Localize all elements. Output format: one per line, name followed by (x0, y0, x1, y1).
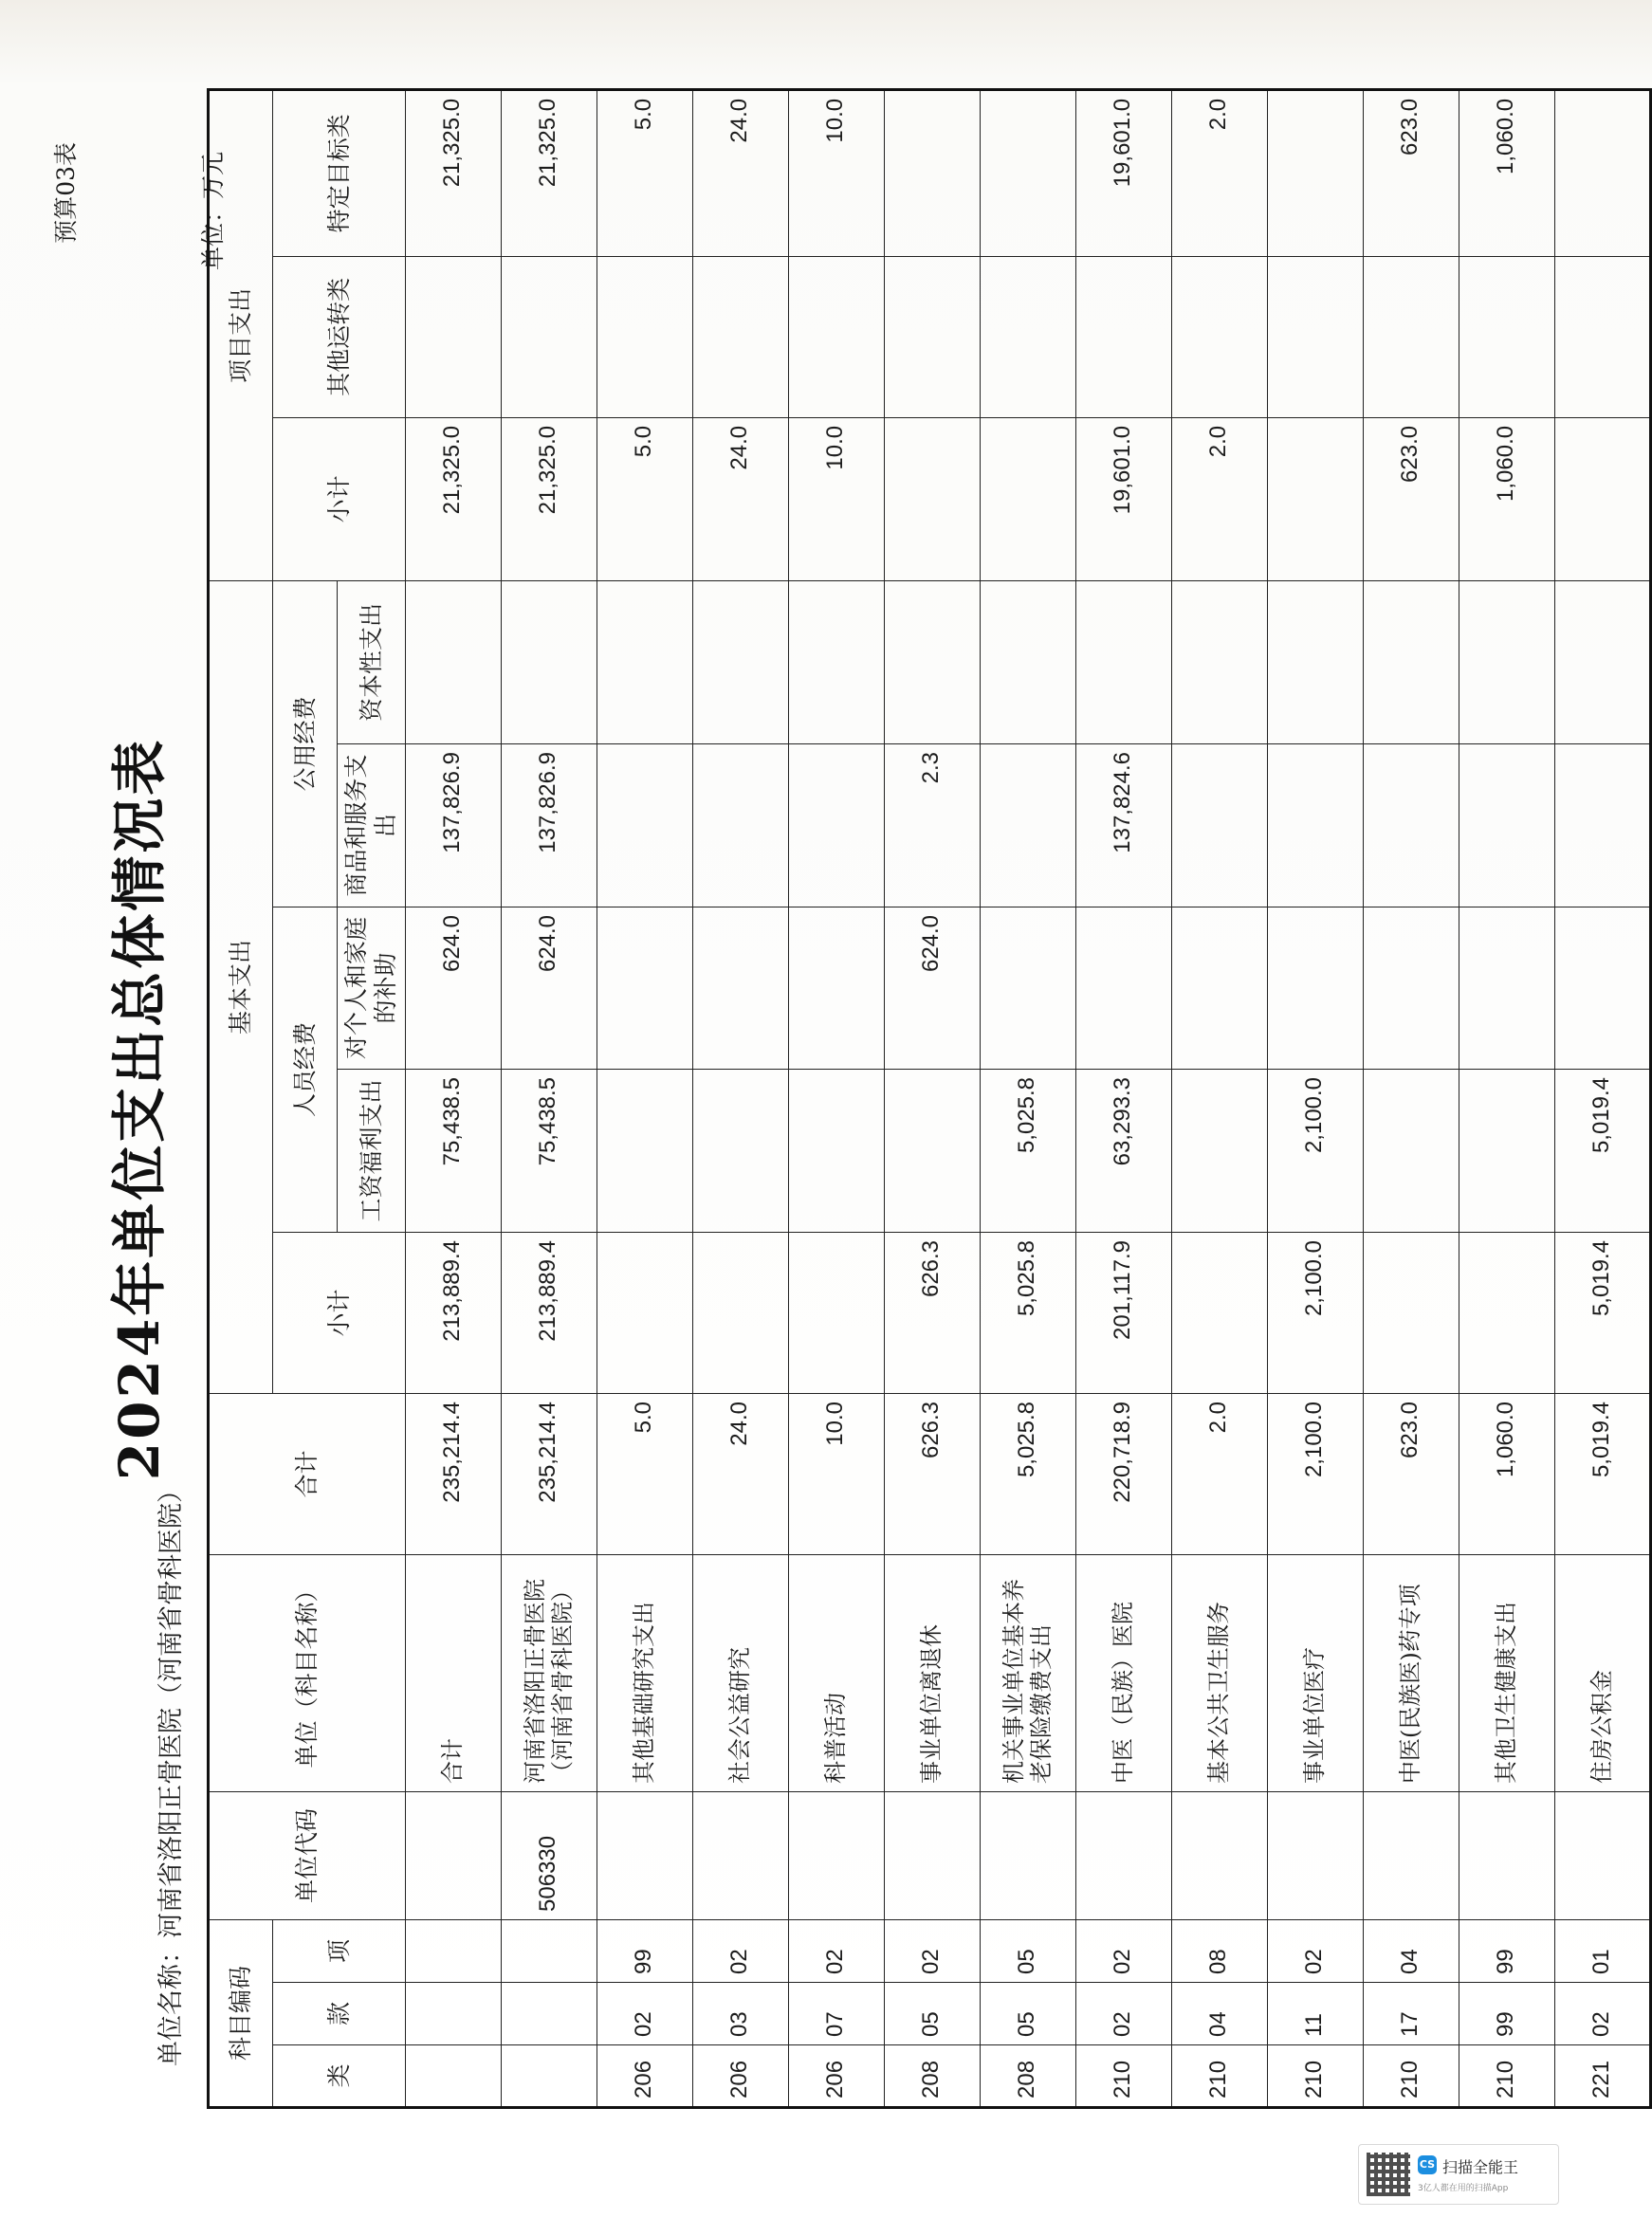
cell-kuan (501, 1983, 597, 2045)
cell-xiang: 02 (692, 1919, 788, 1982)
cell-kuan (405, 1983, 501, 2045)
cell-specific: 24.0 (692, 89, 788, 256)
cell-kuan: 17 (1363, 1983, 1459, 2045)
cell-kuan: 05 (884, 1983, 980, 2045)
cell-xiang: 02 (1267, 1919, 1363, 1982)
cell-basic-subtotal: 626.3 (884, 1232, 980, 1393)
cell-capital (405, 580, 501, 743)
cell-name: 河南省洛阳正骨医院（河南省骨科医院） (501, 1554, 597, 1791)
cell-total: 235,214.4 (405, 1393, 501, 1554)
cell-capital (788, 580, 884, 743)
cell-other-transfer (884, 256, 980, 417)
cell-name: 合计 (405, 1554, 501, 1791)
table-row (597, 89, 692, 2107)
cell-lei: 210 (1267, 2045, 1363, 2108)
table-row (501, 89, 597, 2107)
cell-unit-code (1554, 1791, 1650, 1919)
cell-total: 1,060.0 (1459, 1393, 1554, 1554)
cell-other-transfer (1267, 256, 1363, 417)
cell-xiang (501, 1919, 597, 1982)
cell-name: 事业单位医疗 (1267, 1554, 1363, 1791)
cell-xiang: 05 (980, 1919, 1075, 1982)
cell-specific: 10.0 (788, 89, 884, 256)
cell-basic-subtotal (1363, 1232, 1459, 1393)
cell-other-transfer (1554, 256, 1650, 417)
header-personal-subsidies: 对个人和家庭的补助 (338, 907, 406, 1069)
cell-total: 2,100.0 (1267, 1393, 1363, 1554)
cell-specific: 1,060.0 (1459, 89, 1554, 256)
cell-capital (1075, 580, 1171, 743)
cell-other-transfer (788, 256, 884, 417)
header-unit-name: 单位（科目名称） (209, 1554, 406, 1791)
unit-measure-label: 单位：万元 (199, 152, 227, 271)
cell-unit-code (692, 1791, 788, 1919)
cell-lei: 210 (1171, 2045, 1267, 2108)
table-row (1363, 89, 1459, 2107)
cell-name: 科普活动 (788, 1554, 884, 1791)
cell-basic-subtotal: 213,889.4 (501, 1232, 597, 1393)
cell-total: 623.0 (1363, 1393, 1459, 1554)
header-capital: 资本性支出 (338, 580, 406, 743)
table-row (788, 89, 884, 2107)
cell-goods (1267, 743, 1363, 907)
cell-total: 5,025.8 (980, 1393, 1075, 1554)
header-subject-code: 科目编码 (209, 1919, 273, 2107)
cell-wages (1459, 1069, 1554, 1232)
cell-xiang: 02 (788, 1919, 884, 1982)
camscanner-logo-icon: CS (1418, 2155, 1437, 2174)
cell-other-transfer (597, 256, 692, 417)
cell-goods (788, 743, 884, 907)
cell-capital (1554, 580, 1650, 743)
qr-code-icon (1367, 2153, 1410, 2196)
cell-subsidies (692, 907, 788, 1069)
cell-unit-code: 506330 (501, 1791, 597, 1919)
scanner-watermark (1358, 2144, 1559, 2205)
cell-lei: 210 (1075, 2045, 1171, 2108)
cell-specific: 21,325.0 (405, 89, 501, 256)
cell-basic-subtotal (597, 1232, 692, 1393)
table-row (1459, 89, 1554, 2107)
table-row (1554, 89, 1650, 2107)
cell-project-subtotal (1267, 417, 1363, 580)
cell-goods (1554, 743, 1650, 907)
scanner-tagline: 3亿人都在用的扫描App (1418, 2184, 1509, 2193)
cell-basic-subtotal: 201,117.9 (1075, 1232, 1171, 1393)
cell-xiang: 02 (884, 1919, 980, 1982)
scanner-app-name: 扫描全能王 (1442, 2158, 1519, 2176)
cell-xiang: 99 (597, 1919, 692, 1982)
header-personnel-funds: 人员经费 (273, 907, 338, 1232)
cell-specific: 5.0 (597, 89, 692, 256)
cell-project-subtotal: 2.0 (1171, 417, 1267, 580)
cell-xiang: 08 (1171, 1919, 1267, 1982)
cell-total: 5.0 (597, 1393, 692, 1554)
cell-total: 235,214.4 (501, 1393, 597, 1554)
cell-wages (1171, 1069, 1267, 1232)
header-unit-code: 单位代码 (209, 1791, 406, 1919)
cell-lei: 221 (1554, 2045, 1650, 2108)
cell-capital (1171, 580, 1267, 743)
header-xiang: 项 (273, 1919, 406, 1982)
cell-kuan: 03 (692, 1983, 788, 2045)
header-other-transfer: 其他运转类 (273, 256, 406, 417)
cell-total: 5,019.4 (1554, 1393, 1650, 1554)
cell-goods (1363, 743, 1459, 907)
table-row (884, 89, 980, 2107)
cell-specific (1554, 89, 1650, 256)
cell-name: 机关事业单位基本养老保险缴费支出 (980, 1554, 1075, 1791)
cell-subsidies (597, 907, 692, 1069)
cell-wages: 2,100.0 (1267, 1069, 1363, 1232)
cell-project-subtotal: 1,060.0 (1459, 417, 1554, 580)
cell-name: 基本公共卫生服务 (1171, 1554, 1267, 1791)
cell-total: 2.0 (1171, 1393, 1267, 1554)
header-project-expenditure: 项目支出 (209, 89, 273, 580)
cell-lei: 210 (1363, 2045, 1459, 2108)
cell-subsidies (1363, 907, 1459, 1069)
cell-name: 其他卫生健康支出 (1459, 1554, 1554, 1791)
cell-subsidies (1554, 907, 1650, 1069)
cell-wages (597, 1069, 692, 1232)
cell-unit-code (405, 1791, 501, 1919)
cell-capital (980, 580, 1075, 743)
table-row (405, 89, 501, 2107)
cell-project-subtotal: 623.0 (1363, 417, 1459, 580)
cell-project-subtotal (980, 417, 1075, 580)
cell-goods (1459, 743, 1554, 907)
cell-lei: 206 (788, 2045, 884, 2108)
cell-goods (597, 743, 692, 907)
cell-wages: 75,438.5 (405, 1069, 501, 1232)
cell-wages (692, 1069, 788, 1232)
cell-unit-code (884, 1791, 980, 1919)
table-row (1075, 89, 1171, 2107)
cell-project-subtotal (1554, 417, 1650, 580)
cell-xiang (405, 1919, 501, 1982)
cell-subsidies: 624.0 (501, 907, 597, 1069)
cell-wages: 5,019.4 (1554, 1069, 1650, 1232)
cell-lei: 206 (597, 2045, 692, 2108)
cell-other-transfer (692, 256, 788, 417)
cell-kuan: 02 (597, 1983, 692, 2045)
cell-goods: 2.3 (884, 743, 980, 907)
cell-goods (1171, 743, 1267, 907)
cell-kuan: 02 (1554, 1983, 1650, 2045)
cell-name: 中医(民族医)药专项 (1363, 1554, 1459, 1791)
cell-other-transfer (1171, 256, 1267, 417)
cell-basic-subtotal (1459, 1232, 1554, 1393)
cell-capital (1363, 580, 1459, 743)
cell-subsidies (1075, 907, 1171, 1069)
cell-unit-code (1459, 1791, 1554, 1919)
cell-specific: 21,325.0 (501, 89, 597, 256)
cell-basic-subtotal (788, 1232, 884, 1393)
cell-project-subtotal: 5.0 (597, 417, 692, 580)
cell-goods (692, 743, 788, 907)
cell-total: 626.3 (884, 1393, 980, 1554)
cell-xiang: 99 (1459, 1919, 1554, 1982)
cell-lei (501, 2045, 597, 2108)
cell-kuan: 04 (1171, 1983, 1267, 2045)
cell-unit-code (1267, 1791, 1363, 1919)
cell-subsidies (1267, 907, 1363, 1069)
table-row (692, 89, 788, 2107)
cell-total: 220,718.9 (1075, 1393, 1171, 1554)
cell-capital (1459, 580, 1554, 743)
cell-goods (980, 743, 1075, 907)
cell-other-transfer (1075, 256, 1171, 417)
cell-goods: 137,826.9 (501, 743, 597, 907)
cell-subsidies (980, 907, 1075, 1069)
cell-xiang: 01 (1554, 1919, 1650, 1982)
cell-wages (884, 1069, 980, 1232)
cell-subsidies: 624.0 (884, 907, 980, 1069)
header-basic-subtotal: 小计 (273, 1232, 406, 1393)
cell-lei: 210 (1459, 2045, 1554, 2108)
header-project-subtotal: 小计 (273, 417, 406, 580)
cell-unit-code (1171, 1791, 1267, 1919)
cell-project-subtotal: 21,325.0 (405, 417, 501, 580)
cell-project-subtotal: 19,601.0 (1075, 417, 1171, 580)
cell-goods: 137,826.9 (405, 743, 501, 907)
table-row (1267, 89, 1363, 2107)
cell-capital (1267, 580, 1363, 743)
table-row (980, 89, 1075, 2107)
cell-xiang: 04 (1363, 1919, 1459, 1982)
cell-capital (501, 580, 597, 743)
header-lei: 类 (273, 2045, 406, 2108)
cell-name: 其他基础研究支出 (597, 1554, 692, 1791)
header-kuan: 款 (273, 1983, 406, 2045)
cell-basic-subtotal: 2,100.0 (1267, 1232, 1363, 1393)
cell-project-subtotal (884, 417, 980, 580)
cell-subsidies (1459, 907, 1554, 1069)
cell-capital (692, 580, 788, 743)
cell-other-transfer (405, 256, 501, 417)
cell-specific (980, 89, 1075, 256)
page-title: 2024年单位支出总体情况表 (107, 737, 172, 1481)
cell-lei: 206 (692, 2045, 788, 2108)
cell-specific (884, 89, 980, 256)
cell-capital (597, 580, 692, 743)
header-basic-expenditure: 基本支出 (209, 580, 273, 1393)
cell-basic-subtotal: 5,025.8 (980, 1232, 1075, 1393)
cell-subsidies (1171, 907, 1267, 1069)
cell-kuan: 07 (788, 1983, 884, 2045)
cell-subsidies (788, 907, 884, 1069)
cell-specific: 623.0 (1363, 89, 1459, 256)
cell-kuan: 11 (1267, 1983, 1363, 2045)
cell-unit-code (1363, 1791, 1459, 1919)
cell-name: 住房公积金 (1554, 1554, 1650, 1791)
cell-capital (884, 580, 980, 743)
cell-basic-subtotal (692, 1232, 788, 1393)
cell-project-subtotal: 21,325.0 (501, 417, 597, 580)
cell-other-transfer (1363, 256, 1459, 417)
cell-xiang: 02 (1075, 1919, 1171, 1982)
cell-subsidies: 624.0 (405, 907, 501, 1069)
cell-project-subtotal: 10.0 (788, 417, 884, 580)
table-body (405, 89, 1650, 2107)
header-goods-services: 商品和服务支出 (338, 743, 406, 907)
cell-unit-code (597, 1791, 692, 1919)
cell-unit-code (788, 1791, 884, 1919)
cell-lei: 208 (884, 2045, 980, 2108)
cell-total: 10.0 (788, 1393, 884, 1554)
header-wages-welfare: 工资福利支出 (338, 1069, 406, 1232)
header-public-funds: 公用经费 (273, 580, 338, 907)
cell-name: 社会公益研究 (692, 1554, 788, 1791)
cell-basic-subtotal (1171, 1232, 1267, 1393)
cell-lei: 208 (980, 2045, 1075, 2108)
cell-other-transfer (980, 256, 1075, 417)
cell-kuan: 99 (1459, 1983, 1554, 2045)
cell-goods: 137,824.6 (1075, 743, 1171, 907)
cell-kuan: 05 (980, 1983, 1075, 2045)
cell-other-transfer (501, 256, 597, 417)
cell-lei (405, 2045, 501, 2108)
table-row (1171, 89, 1267, 2107)
header-total: 合计 (209, 1393, 406, 1554)
unit-name-label: 单位名称：河南省洛阳正骨医院（河南省骨科医院） (156, 1477, 186, 2066)
cell-wages: 75,438.5 (501, 1069, 597, 1232)
cell-wages: 63,293.3 (1075, 1069, 1171, 1232)
cell-name: 中医（民族）医院 (1075, 1554, 1171, 1791)
cell-total: 24.0 (692, 1393, 788, 1554)
cell-kuan: 02 (1075, 1983, 1171, 2045)
form-number: 预算03表 (52, 142, 80, 244)
cell-specific: 2.0 (1171, 89, 1267, 256)
cell-wages: 5,025.8 (980, 1069, 1075, 1232)
cell-project-subtotal: 24.0 (692, 417, 788, 580)
cell-wages (1363, 1069, 1459, 1232)
cell-basic-subtotal: 5,019.4 (1554, 1232, 1650, 1393)
budget-expenditure-table (207, 88, 1652, 2109)
cell-other-transfer (1459, 256, 1554, 417)
cell-wages (788, 1069, 884, 1232)
header-specific-target: 特定目标类 (273, 89, 406, 256)
cell-name: 事业单位离退休 (884, 1554, 980, 1791)
cell-specific (1267, 89, 1363, 256)
cell-unit-code (1075, 1791, 1171, 1919)
cell-basic-subtotal: 213,889.4 (405, 1232, 501, 1393)
cell-specific: 19,601.0 (1075, 89, 1171, 256)
cell-unit-code (980, 1791, 1075, 1919)
